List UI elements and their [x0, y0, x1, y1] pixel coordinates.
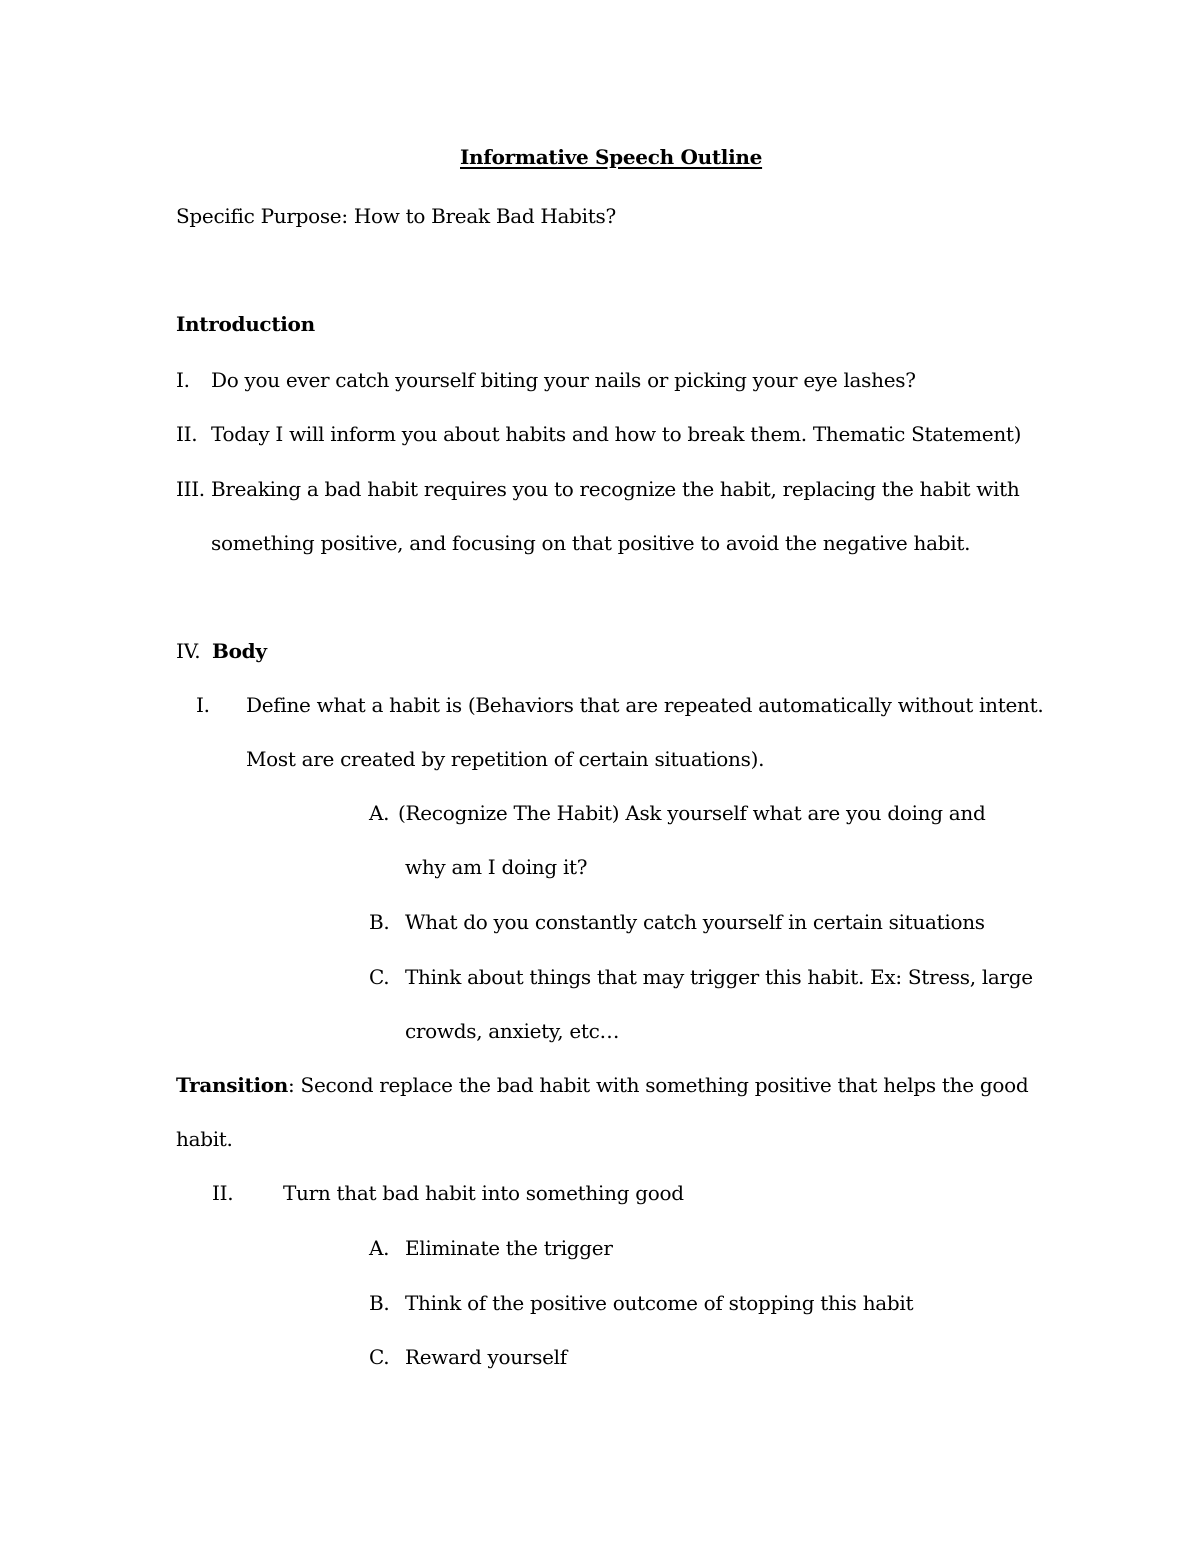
transition-text-continued: habit.	[176, 1127, 233, 1151]
transition-line	[176, 1071, 1028, 1099]
body-point-1-sub-b-text: What do you constantly catch yourself in certain situations	[405, 910, 985, 934]
introduction-heading: Introduction	[176, 312, 315, 336]
intro-item-2-number: II.	[176, 422, 198, 446]
body-heading: Body	[212, 639, 267, 663]
intro-item-1-number: I.	[176, 368, 190, 392]
body-point-2-sub-c-text: Reward yourself	[405, 1345, 567, 1369]
body-point-2-sub-a-letter: A.	[369, 1236, 390, 1260]
specific-purpose: Specific Purpose: How to Break Bad Habits?	[176, 204, 616, 228]
body-point-1-text-continued: Most are created by repetition of certain situations).	[246, 747, 765, 771]
intro-item-2-text: Today I will inform you about habits and how to break them. Thematic Statement)	[211, 422, 1022, 446]
page-title: Informative Speech Outline	[460, 145, 763, 169]
intro-item-3-text: Breaking a bad habit requires you to recognize the habit, replacing the habit with	[211, 477, 1020, 501]
transition-text: : Second replace the bad habit with something positive that helps the good	[288, 1073, 1029, 1097]
body-point-2-sub-b-letter: B.	[369, 1291, 390, 1315]
body-point-1-sub-a-letter: A.	[369, 801, 390, 825]
transition-label: Transition	[176, 1073, 289, 1097]
intro-item-3-number: III.	[176, 477, 205, 501]
body-point-2-number: II.	[212, 1181, 234, 1205]
body-point-1-number: I.	[196, 693, 210, 717]
intro-item-1-text: Do you ever catch yourself biting your nails or picking your eye lashes?	[211, 368, 916, 392]
body-point-2-sub-a-text: Eliminate the trigger	[405, 1236, 613, 1260]
body-point-1-sub-a-text: (Recognize The Habit) Ask yourself what are you doing and	[398, 801, 986, 825]
body-point-2-sub-b-text: Think of the positive outcome of stopping this habit	[405, 1291, 914, 1315]
body-point-1-sub-c-text: Think about things that may trigger this habit. Ex: Stress, large	[405, 965, 1033, 989]
body-point-1-sub-b-letter: B.	[369, 910, 390, 934]
body-point-2-text: Turn that bad habit into something good	[283, 1181, 684, 1205]
body-point-2-sub-c-letter: C.	[369, 1345, 390, 1369]
body-point-1-sub-c-letter: C.	[369, 965, 390, 989]
body-heading-number: IV.	[176, 639, 201, 663]
body-point-1-sub-c-text-continued: crowds, anxiety, etc…	[405, 1019, 620, 1043]
body-point-1-sub-a-text-continued: why am I doing it?	[405, 855, 588, 879]
intro-item-3-text-continued: something positive, and focusing on that positive to avoid the negative habit.	[211, 531, 971, 555]
body-point-1-text: Define what a habit is (Behaviors that are repeated automatically without intent.	[246, 693, 1044, 717]
